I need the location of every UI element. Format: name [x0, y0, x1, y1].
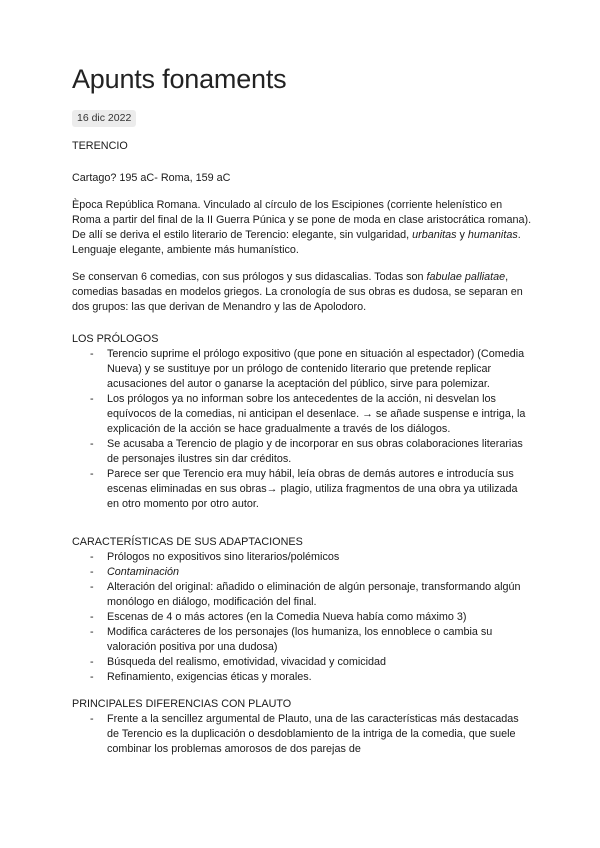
list-item: - Terencio suprime el prólogo expositivo (que pone en situación al espectador) (Comedia Nueva) y se sustituye por un prólogo de contenido literario que pretende replicar acusaciones del autor o ganarse la aceptación del público, sirve para polemizar. — [72, 347, 532, 392]
list-item: - Prólogos no expositivos sino literarios/polémicos — [72, 550, 532, 565]
context-em-humanitas: humanitas — [467, 229, 518, 241]
subject-heading: TERENCIO — [72, 140, 128, 152]
list-item: - Parece ser que Terencio era muy hábil, leía obras de demás autores e introducía sus escenas eliminadas en sus obras→ plagio, utiliza fragmentos de una obra ya utilizada en otro momento por otro autor. — [72, 467, 532, 512]
diferencias-list — [72, 712, 532, 757]
prologos-heading: LOS PRÓLOGOS — [72, 333, 159, 345]
list-item: - Modifica carácteres de los personajes (los humaniza, los ennoblece o cambia su valoración positiva por una dudosa) — [72, 625, 532, 655]
list-item — [72, 565, 532, 580]
adaptaciones-list — [72, 550, 532, 685]
date-badge: 16 dic 2022 — [72, 110, 136, 127]
list-item: - Se acusaba a Terencio de plagio y de incorporar en sus obras colaboraciones literarias de personajes ilustres sin dar créditos. — [72, 437, 532, 467]
context-text-1: Època República Romana. Vinculado al círculo de los Escipiones (corriente helenístico en Roma a partir del final de la II Guerra Púnica y se pone de moda en clase aristocrática romana). De allí se deriva el estilo literario de Terencio: elegante, sin vulgaridad, — [72, 199, 532, 241]
prologos-list — [72, 347, 532, 512]
comedies-text-1: Se conservan 6 comedias, con sus prólogos y sus didascalias. Todas son — [72, 271, 427, 283]
list-item: - Los prólogos ya no informan sobre los antecedentes de la acción, ni desvelan los equívocos de la comedias, ni anticipan el desenlace. → se añade suspense e intriga, la explicación de la acción se hace gradualmente a través de los diálogos. — [72, 392, 532, 437]
comedies-text-2: , comedias basadas en modelos griegos. La cronología de sus obras es dudosa, se separan en dos grupos: las que derivan de Menandro y las de Apolodoro. — [72, 271, 523, 313]
list-item: - Frente a la sencillez argumental de Plauto, una de las características más destacadas de Terencio es la duplicación o desdoblamiento de la intriga de la comedia, que suele combinar los problemas amorosos de dos parejas de — [72, 712, 532, 757]
bio-line: Cartago? 195 aC- Roma, 159 aC — [72, 172, 231, 184]
contaminacion-term: Contaminación — [107, 566, 180, 578]
context-paragraph — [72, 198, 532, 258]
context-text-3: . Lenguaje elegante, ambiente más humanístico. — [72, 229, 521, 256]
diferencias-heading: PRINCIPALES DIFERENCIAS CON PLAUTO — [72, 698, 292, 710]
list-item: - Escenas de 4 o más actores (en la Comedia Nueva había como máximo 3) — [72, 610, 532, 625]
list-item: - Alteración del original: añadido o eliminación de algún personaje, transformando algún monólogo en diálogo, modificación del final. — [72, 580, 532, 610]
context-text-2: y — [456, 229, 468, 241]
list-item: - Búsqueda del realismo, emotividad, vivacidad y comicidad — [72, 655, 532, 670]
page-title: Apunts fonaments — [72, 64, 287, 94]
context-em-urbanitas: urbanitas — [412, 229, 457, 241]
list-item: - Refinamiento, exigencias éticas y morales. — [72, 670, 532, 685]
adaptaciones-heading: CARACTERÍSTICAS DE SUS ADAPTACIONES — [72, 536, 303, 548]
comedies-em-palliatae: fabulae palliatae — [426, 271, 506, 283]
comedies-paragraph — [72, 270, 532, 315]
